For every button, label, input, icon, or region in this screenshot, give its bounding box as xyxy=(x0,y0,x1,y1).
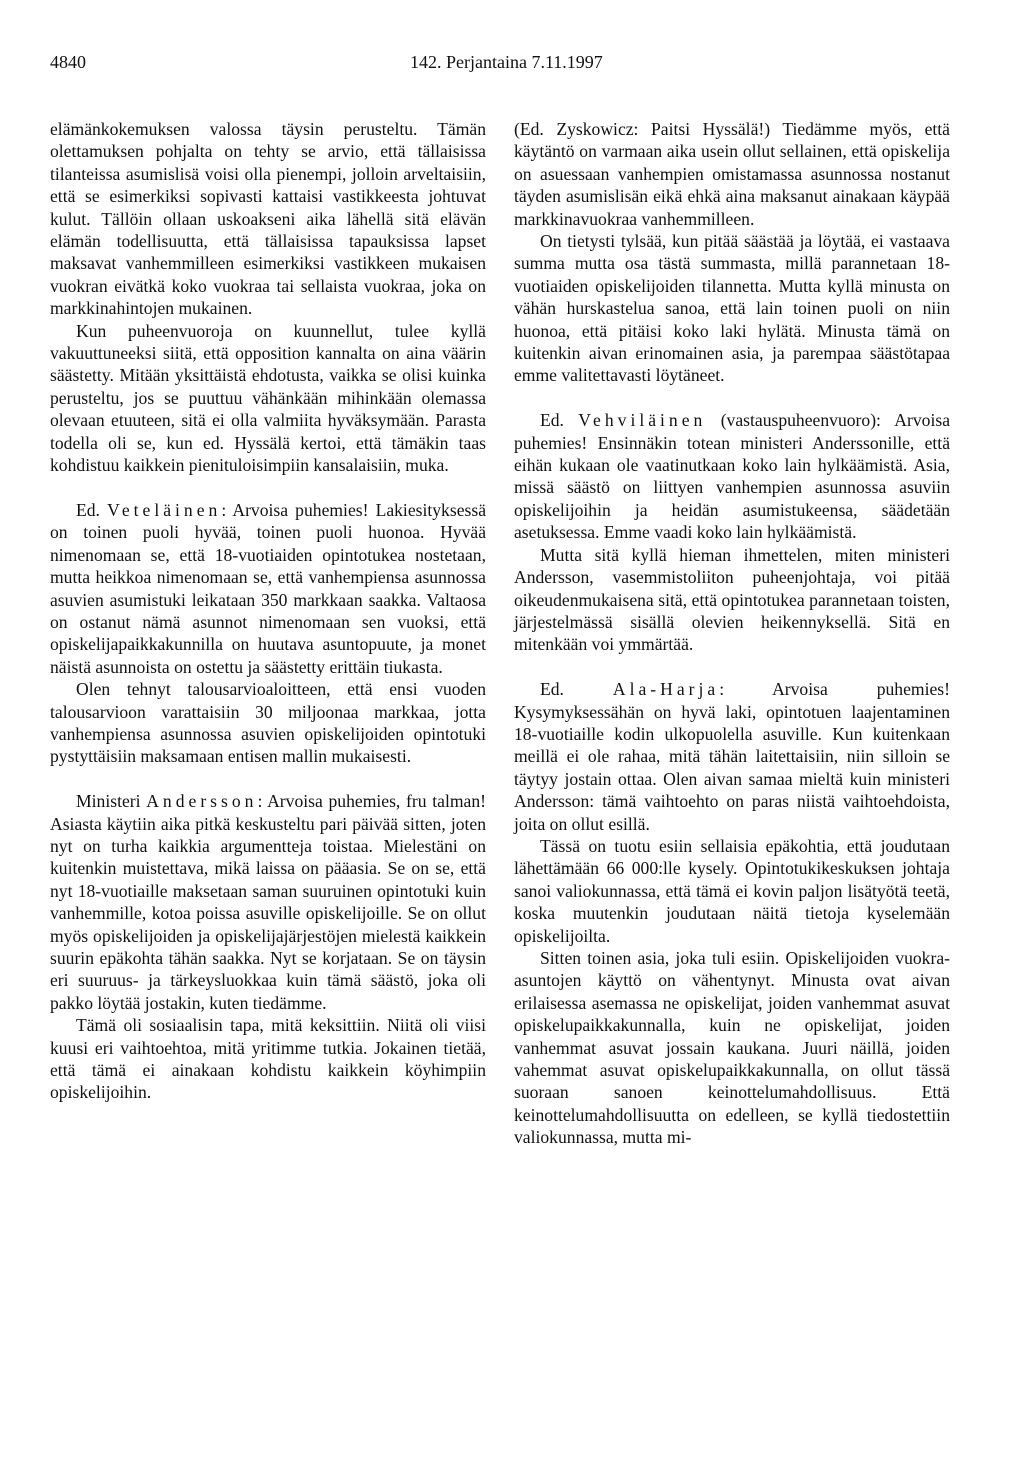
paragraph: Kun puheenvuoroja on kuunnellut, tulee kyllä vakuuttuneeksi siitä, että opposition kannalta on aina väärin säästetty. Mitään yksittäistä ehdotusta, vaikka se olisi kuinka perusteltu, jos se puuttuu vähänkään mihinkään olemassa olevaan etuuteen, sitä ei olla valmiita hyväksymään. Parasta todella oli se, kun ed. Hyssälä kertoi, että tämäkin taas kohdistuu kaikkein pienituloisimpiin kansalaisiin, muka. xyxy=(50,320,486,476)
speech-text: : Arvoisa puhemies, fru talman! Asiasta käytiin aika pitkä keskusteltu pari päivää sitten, joten nyt on turha kaikkia argumentteja toistaa. Mielestäni on kuitenkin muistettava, mikä laissa on pääasia. Se on se, että nyt 18-vuotiaille maksetaan saman suuruinen opintotuki kuin vanhemmille, kotoa poissa asuville opiskelijoille. Se on ollut myös opiskelijoiden ja opiskelijajärjestöjen mielestä kaikkein suurin epäkohta tähän saakka. Nyt se korjataan. Se on täysin eri suuruus- ja tärkeysluokkaa kuin tämä säästö, joka oli pakko löytää jostakin, kuten tiedämme. xyxy=(50,791,486,1013)
left-column xyxy=(50,118,486,1104)
speech-paragraph xyxy=(50,790,486,1014)
speaker-name: Andersson xyxy=(146,791,258,812)
speech-paragraph xyxy=(50,499,486,678)
paragraph: Tässä on tuotu esiin sellaisia epäkohtia, että joudutaan lähettämään 66 000:lle kysely. Opintotukikeskuksen johtaja sanoi valiokunnassa, että tämä ei kovin paljon lisätyötä teetä, koska muutenkin joudutaan näitä tietoja kyselemään opiskelijoilta. xyxy=(514,835,950,946)
running-title: 142. Perjantaina 7.11.1997 xyxy=(410,52,603,72)
speech-text: (vastauspuheenvuoro): Arvoisa puhemies! Ensinnäkin totean ministeri Anderssonille, että eihän kukaan ole vaatinutkaan koko lain hylkäämistä. Asia, missä säästö on liittyen vanhempien asunnossa asuviin opiskelijoihin ja heidän asumistukeensa, säädetään asetuksessa. Emme vaadi koko lain hylkäämistä. xyxy=(514,410,951,543)
speech-text: : Arvoisa puhemies! Lakiesityksessä on toinen puoli hyvää, toinen puoli huonoa. Hyvää nimenomaan se, että 18-vuotiaiden opintotukea nostetaan, mutta heikkoa nimenomaan se, että vanhempiensa asunnossa asuvien asumistuki leikataan 350 markkaan saakka. Valtaosa on ostanut nämä asunnot nimenomaan sen vuoksi, että opiskelijapaikkakunnilla on huutava asuntopuute, ja monet näistä asunnoista on ostettu ja säästetty erittäin tiukasta. xyxy=(50,499,486,677)
paragraph: Mutta sitä kyllä hieman ihmettelen, miten ministeri Andersson, vasemmistoliiton puheenjohtaja, voi pitää oikeudenmukaisena sitä, että opintotukea parannetaan toisten, järjestelmässä sisällä olevien heikennyksellä. Sitä en mitenkään voi ymmärtää. xyxy=(514,544,950,655)
paragraph: elämänkokemuksen valossa täysin perusteltu. Tämän olettamuksen pohjalta on tehty se arvio, että tällaisissa tilanteissa asumislisä voisi olla pienempi, jolloin arveltaisiin, että se esimerkiksi sopivasti kattaisi vastikkeesta johtuvat kulut. Tällöin ollaan uskoakseni aika lähellä sitä elävän elämän todellisuutta, että tällaisissa tapauksissa lapset maksavat vanhemmilleen esimerkiksi vastikkeen mukaisen vuokran eivätkä koko vuokraa tai sellaista vuokraa, joka on markkinahintojen mukainen. xyxy=(50,119,486,319)
right-column xyxy=(514,118,950,1149)
speech-paragraph xyxy=(514,409,950,543)
speaker-prefix: Ed. xyxy=(76,499,100,520)
paragraph: On tietysti tylsää, kun pitää säästää ja löytää, ei vastaava summa mutta osa tästä summasta, millä parannetaan 18-vuotiaiden opiskelijoiden tilannetta. Mutta kyllä minusta on vähän hurskastelua sanoa, että lain toinen puoli on niin huonoa, että pitäisi koko laki hylätä. Minusta tämä on kuitenkin aivan erinomainen asia, ja parempaa säästötapaa emme valitettavasti löytäneet. xyxy=(514,231,950,386)
speaker-prefix: Ministeri xyxy=(76,791,141,812)
speaker-prefix: Ed. xyxy=(540,679,564,700)
paragraph: (Ed. Zyskowicz: Paitsi Hyssälä!) Tiedämme myös, että käytäntö on varmaan aika usein ollut sellainen, että opiskelija on asuessaan vanhempien omistamassa asunnossa nostanut täyden asumislisän eikä ehkä aina maksanut ainakaan käypää markkinavuokraa vanhemmilleen. xyxy=(514,119,950,229)
speaker-prefix: Ed. xyxy=(540,410,564,431)
page-header xyxy=(50,52,980,80)
speech-paragraph xyxy=(514,678,950,835)
page-number: 4840 xyxy=(50,52,86,72)
speaker-name: Veteläinen xyxy=(107,499,222,520)
speaker-name: Vehviläinen xyxy=(578,410,707,431)
speaker-name: Ala-Harja xyxy=(612,679,720,700)
paragraph: Tämä oli sosiaalisin tapa, mitä keksittiin. Niitä oli viisi kuusi eri vaihtoehtoa, mitä yritimme tutkia. Jokainen tietää, että tämä ei ainakaan kohdistu kaikkein köyhimpiin opiskelijoihin. xyxy=(50,1015,486,1103)
paragraph: Sitten toinen asia, joka tuli esiin. Opiskelijoiden vuokra-asuntojen käyttö on vähentynyt. Minusta ovat aivan erilaisessa asemassa ne opiskelijat, joiden vanhemmat asuvat opiskelupaikkakunnalla, kuin ne opiskelijat, joiden vanhemmat asuvat jossain kaukana. Juuri näillä, joiden vahemmat asuvat opiskelupaikkakunnalla, on ollut tässä suoraan sanoen keinottelumahdollisuus. Että keinottelumahdollisuutta on edelleen, se kyllä tiedostettiin valiokunnassa, mutta mi- xyxy=(514,948,950,1148)
paragraph: Olen tehnyt talousarvioaloitteen, että ensi vuoden talousarvioon varattaisiin 30 miljoonaa markkaa, jotta vanhempiensa asunnossa asuvien opiskelijoiden opintotuki pystyttäisiin maksamaan entisen mallin mukaisesti. xyxy=(50,679,486,767)
speech-text: : Arvoisa puhemies! Kysymyksessähän on hyvä laki, opintotuen laajentaminen 18-vuotiaille kodin ulkopuolella asuville. Kun kuitenkaan meillä ei ole rahaa, mitä tähän laitettaisiin, niin silloin se täytyy jostain ottaa. Olen aivan samaa mieltä kuin ministeri Andersson: tämä vaihtoehto on paras niistä vaihtoehdoista, joita on ollut esillä. xyxy=(514,679,950,834)
